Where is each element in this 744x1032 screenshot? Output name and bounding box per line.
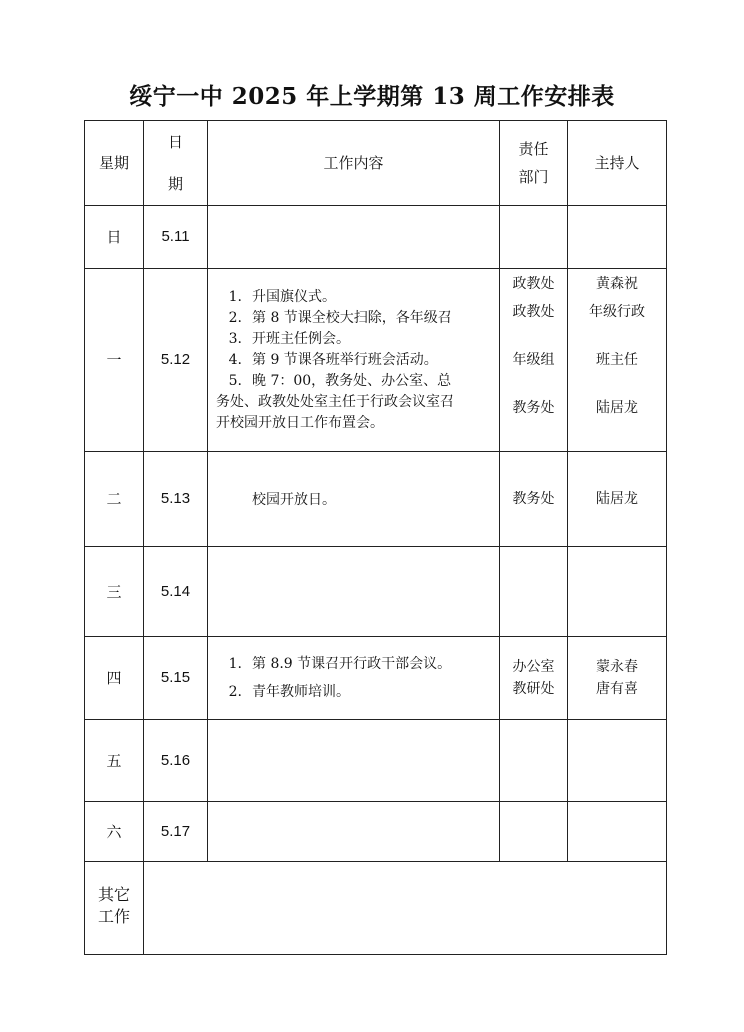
- host-cell: [568, 269, 667, 452]
- header-content: 工作内容: [208, 121, 500, 206]
- host-cell: [568, 547, 667, 637]
- dept-name: 办公室: [512, 659, 555, 675]
- header-dept-line2: 部门: [518, 168, 549, 186]
- host-name: 班主任: [596, 352, 638, 368]
- content-cell: [208, 637, 500, 720]
- date-cell: 5.11: [144, 206, 208, 269]
- table-row: [85, 637, 667, 720]
- header-row: [85, 121, 667, 206]
- date-cell: 5.12: [144, 269, 208, 452]
- date-cell: 5.14: [144, 547, 208, 637]
- content-cell: [208, 206, 500, 269]
- work-item-continuation: 开校园开放日工作布置会。: [216, 414, 384, 431]
- dept-name: 政教处: [512, 304, 555, 320]
- header-weekday: 星期: [85, 121, 144, 206]
- other-work-content: [144, 862, 667, 955]
- dept-name: 年级组: [512, 352, 555, 368]
- date-cell: 5.17: [144, 802, 208, 862]
- header-host: 主持人: [568, 121, 667, 206]
- work-item: 校园开放日。: [252, 491, 336, 508]
- date-cell: 5.15: [144, 637, 208, 720]
- table-row: [85, 547, 667, 637]
- date-cell: 5.16: [144, 720, 208, 802]
- dept-cell: [500, 269, 568, 452]
- header-date-line1: 日: [167, 133, 183, 151]
- other-work-label-line2: 工作: [97, 907, 130, 926]
- table-row: [85, 452, 667, 547]
- weekday-cell: 日: [85, 206, 144, 269]
- weekday-cell: 四: [85, 637, 144, 720]
- host-cell: [568, 720, 667, 802]
- table-row: [85, 720, 667, 802]
- work-item: 5. 晚 7：00，教务处、办公室、总: [228, 372, 452, 389]
- header-date: [144, 121, 208, 206]
- header-dept: [500, 121, 568, 206]
- weekday-cell: 六: [85, 802, 144, 862]
- host-cell: [568, 206, 667, 269]
- host-name: 蒙永春: [596, 659, 638, 675]
- weekday-cell: 一: [85, 269, 144, 452]
- header-date-line2: 期: [167, 175, 183, 193]
- work-item-list: [216, 650, 495, 706]
- host-name: 陆居龙: [596, 400, 638, 416]
- table-row: [85, 802, 667, 862]
- host-name: 黄森祝: [596, 276, 638, 292]
- work-item: 3. 开班主任例会。: [228, 330, 350, 347]
- table-row: [85, 269, 667, 452]
- host-name: 唐有喜: [596, 681, 638, 697]
- dept-cell: [500, 637, 568, 720]
- work-item: 1. 第 8.9 节课召开行政干部会议。: [228, 656, 452, 672]
- work-item-list: [216, 287, 495, 434]
- schedule-table: [84, 120, 667, 955]
- dept-name: 政教处: [512, 276, 555, 292]
- dept-name: 教务处: [512, 400, 555, 416]
- page-title: 绥宁一中 2025 年上学期第 13 周工作安排表: [129, 83, 615, 110]
- other-work-row: [85, 862, 667, 955]
- dept-cell: [500, 206, 568, 269]
- content-cell: [208, 720, 500, 802]
- weekday-cell: 五: [85, 720, 144, 802]
- date-cell: 5.13: [144, 452, 208, 547]
- host-cell: [568, 802, 667, 862]
- content-cell: [208, 547, 500, 637]
- content-cell: [208, 269, 500, 452]
- dept-cell: [500, 720, 568, 802]
- other-work-label: [85, 862, 144, 955]
- weekday-cell: 三: [85, 547, 144, 637]
- host-name: 年级行政: [589, 304, 645, 320]
- header-dept-line1: 责任: [518, 140, 549, 158]
- work-item: 2. 第 8 节课全校大扫除，各年级召: [228, 309, 452, 326]
- dept-cell: [500, 802, 568, 862]
- content-cell: [208, 802, 500, 862]
- host-cell: [568, 637, 667, 720]
- work-item-continuation: 务处、政教处处室主任于行政会议室召: [216, 393, 454, 410]
- dept-cell: [500, 547, 568, 637]
- table-row: [85, 206, 667, 269]
- host-cell: 陆居龙: [568, 452, 667, 547]
- work-item: 1. 升国旗仪式。: [228, 288, 336, 305]
- other-work-label-line1: 其它: [97, 885, 130, 904]
- work-item: 2. 青年教师培训。: [228, 684, 350, 700]
- work-item: 4. 第 9 节课各班举行班会活动。: [228, 351, 438, 368]
- weekday-cell: 二: [85, 452, 144, 547]
- dept-name: 教研处: [512, 681, 555, 697]
- content-cell: [208, 452, 500, 547]
- dept-cell: 教务处: [500, 452, 568, 547]
